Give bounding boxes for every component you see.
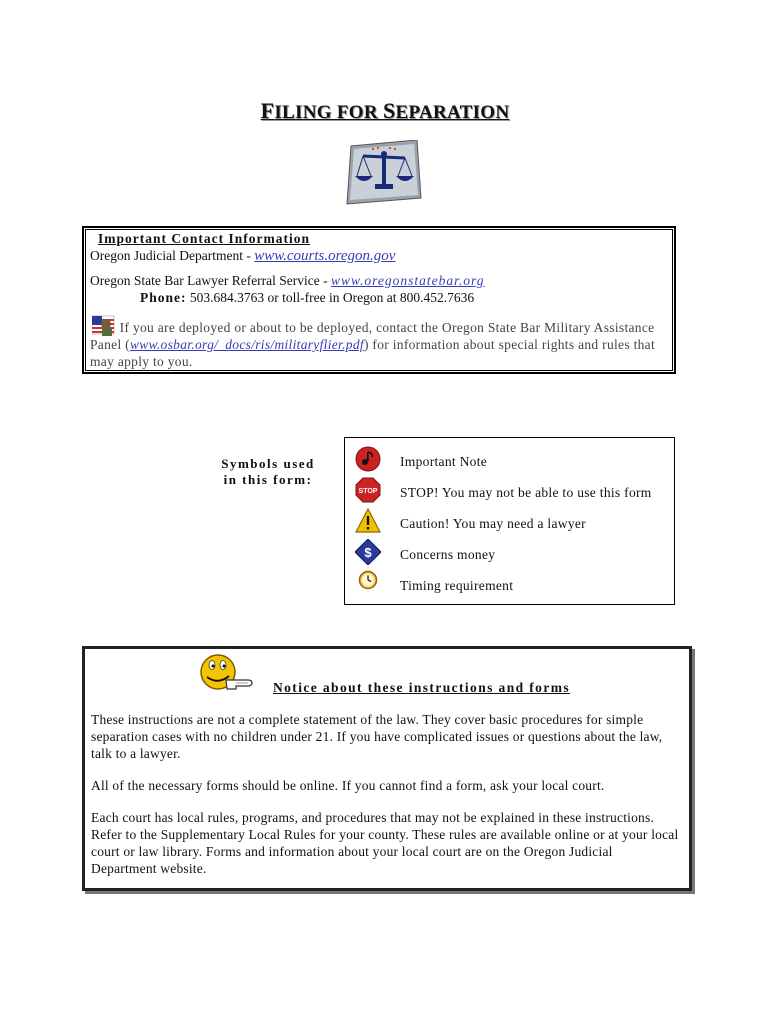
symbol-row-stop: STOP STOP! You may not be able to use this form bbox=[345, 477, 674, 507]
dollar-icon bbox=[355, 539, 381, 565]
symbols-legend bbox=[344, 437, 675, 605]
notice-title: Notice about these instructions and forms bbox=[273, 680, 571, 695]
clock-icon bbox=[358, 570, 378, 590]
svg-text:STOP: STOP bbox=[358, 488, 378, 495]
svg-text:$: $ bbox=[364, 545, 372, 560]
symbol-row-important-note: Important Note bbox=[345, 446, 674, 476]
pointing-smiley-icon bbox=[196, 652, 256, 696]
notice-body bbox=[91, 711, 679, 892]
contact-heading: Important Contact Information bbox=[98, 231, 310, 246]
contact-info-box bbox=[82, 226, 676, 374]
ojd-link[interactable]: www.courts.oregon.gov bbox=[254, 248, 396, 264]
notice-paragraph: Each court has local rules, programs, and procedures that may not be explained in these instructions. Refer to the Supplementary Local Rules for your county. These rules are available online or at your local court or law library. Forms and information about your local court are on the Oregon Judicial Department website. bbox=[91, 810, 679, 876]
symbol-row-caution: Caution! You may need a lawyer bbox=[345, 508, 674, 538]
ojd-line: Oregon Judicial Department - www.courts.oregon.gov bbox=[90, 248, 396, 264]
music-note-icon bbox=[355, 446, 381, 472]
military-paragraph: If you are deployed or about to be deployed, contact the Oregon State Bar Military Assistance Panel (www.osbar.org/_docs/ris/militaryflier.pdf) for information about special rights and rules that may apply to you. bbox=[90, 314, 668, 370]
symbol-row-timing: Timing requirement bbox=[345, 570, 674, 600]
military-flag-icon bbox=[92, 314, 116, 336]
notice-paragraph: These instructions are not a complete statement of the law. They cover basic procedures for simple separation cases with no children under 21. If you have complicated issues or questions about the law, talk to a lawyer. bbox=[91, 712, 663, 761]
page-title: FILING FOR SEPARATION bbox=[260, 98, 510, 123]
notice-box bbox=[82, 646, 692, 891]
symbol-row-money: $ Concerns money bbox=[345, 539, 674, 569]
military-link[interactable]: www.osbar.org/_docs/ris/militaryflier.pdf bbox=[129, 337, 364, 352]
symbols-label: Symbols used in this form: bbox=[221, 456, 315, 487]
scales-of-justice-icon bbox=[343, 140, 423, 206]
phone-line: Phone: 503.684.3763 or toll-free in Oregon at 800.452.7636 bbox=[140, 290, 475, 305]
osb-line: Oregon State Bar Lawyer Referral Service - www.oregonstatebar.org bbox=[90, 273, 485, 288]
stop-sign-icon bbox=[355, 477, 381, 503]
osb-link[interactable]: www.oregonstatebar.org bbox=[331, 273, 485, 288]
caution-icon bbox=[355, 508, 381, 534]
notice-paragraph: All of the necessary forms should be online. If you cannot find a form, ask your local court. bbox=[91, 778, 605, 793]
